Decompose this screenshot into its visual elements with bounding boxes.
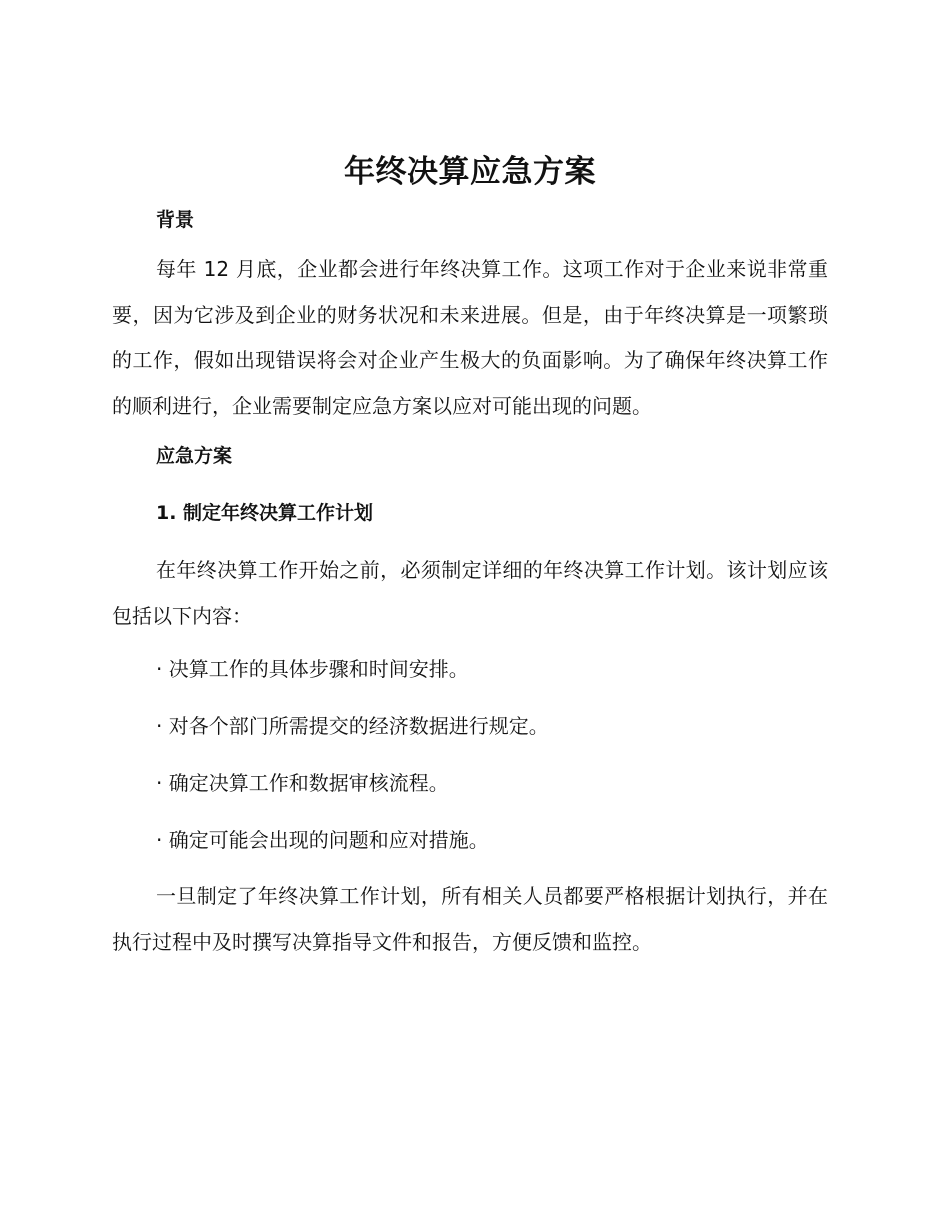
list-item: · 决算工作的具体步骤和时间安排。 <box>156 657 469 681</box>
subsection-heading-plan: 1. 制定年终决算工作计划 <box>156 502 374 524</box>
plan-closing-paragraph: 一旦制定了年终决算工作计划，所有相关人员都要严格根据计划执行，并在执行过程中及时撰写决算指导文件和报告，方便反馈和监控。 <box>112 884 828 954</box>
list-item: · 确定可能会出现的问题和应对措施。 <box>156 828 489 852</box>
list-item: · 对各个部门所需提交的经济数据进行规定。 <box>156 714 549 738</box>
background-paragraph: 每年 12 月底，企业都会进行年终决算工作。这项工作对于企业来说非常重要，因为它涉及到企业的财务状况和未来进展。但是，由于年终决算是一项繁琐的工作，假如出现错误将会对企业产生极大的负面影响。为了确保年终决算工作的顺利进行，企业需要制定应急方案以应对可能出现的问题。 <box>112 257 828 418</box>
section-heading-emergency-plan: 应急方案 <box>156 445 233 467</box>
document-title: 年终决算应急方案 <box>344 154 596 190</box>
plan-intro-paragraph: 在年终决算工作开始之前，必须制定详细的年终决算工作计划。该计划应该包括以下内容： <box>112 558 828 628</box>
section-heading-background: 背景 <box>156 209 195 231</box>
list-item: · 确定决算工作和数据审核流程。 <box>156 771 449 795</box>
